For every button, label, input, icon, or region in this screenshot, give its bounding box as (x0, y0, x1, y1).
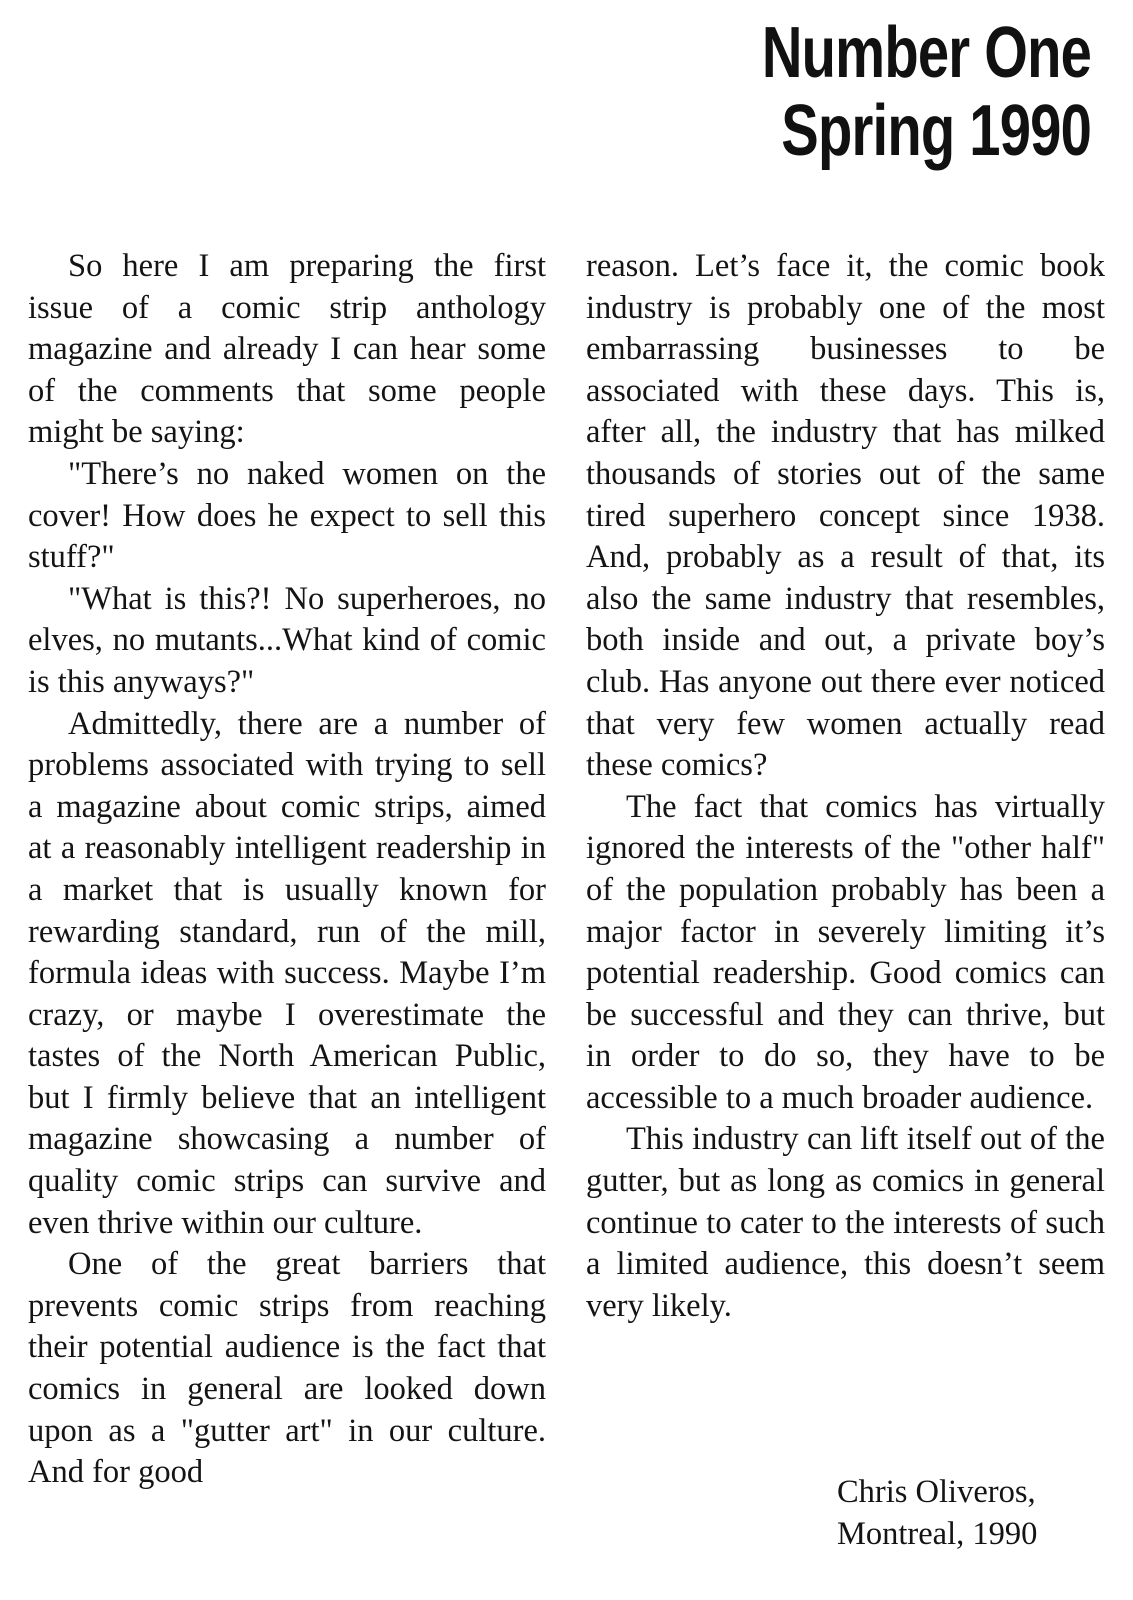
paragraph: reason. Let’s face it, the comic book industry is probably one of the most embarrassing businesses to be associated with these days. This is, after all, the industry that has milked thousands of stories out of the same tired superhero concept since 1938. And, probably as a result of that, its also the same industry that resembles, both inside and out, a private boy’s club. Has anyone out there ever noticed that very few women actually read these comics? (586, 248, 1105, 784)
signature (837, 1472, 1037, 1555)
left-column (28, 246, 546, 1494)
paragraph: "What is this?! No superheroes, no elves, no mutants...What kind of comic is this anyways?" (28, 580, 546, 700)
author-location: Montreal, 1990 (837, 1515, 1038, 1552)
author-name: Chris Oliveros, (837, 1474, 1036, 1510)
issue-heading (762, 14, 1091, 170)
right-column (586, 246, 1105, 1327)
paragraph: The fact that comics has virtually ignored the interests of the "other half" of the population probably has been a major factor in severely limiting it’s potential readership. Good comics can be successful and they can thrive, but in order to do so, they have to be accessible to a much broader audience. (586, 788, 1105, 1116)
paragraph: One of the great barriers that prevents comic strips from reaching their potential audience is the fact that comics in general are looked down upon as a "gutter art" in our culture. And for good (28, 1246, 546, 1491)
paragraph: Admittedly, there are a number of problems associated with trying to sell a magazine about comic strips, aimed at a reasonably intelligent readership in a market that is usually known for rewarding standard, run of the mill, formula ideas with success. Maybe I’m crazy, or maybe I overestimate the tastes of the North American Public, but I firmly believe that an intelligent magazine showcasing a number of quality comic strips can survive and even thrive within our culture. (28, 705, 546, 1241)
issue-date: Spring 1990 (781, 91, 1091, 171)
issue-number: Number One (761, 13, 1091, 93)
paragraph: "There’s no naked women on the cover! How does he expect to sell this stuff?" (28, 455, 546, 576)
paragraph: This industry can lift itself out of the gutter, but as long as comics in general continue to cater to the interests of such a limited audience, this doesn’t seem very likely. (586, 1121, 1105, 1324)
paragraph: So here I am preparing the first issue of a comic strip anthology magazine and already I can hear some of the comments that some people might be saying: (28, 248, 546, 451)
